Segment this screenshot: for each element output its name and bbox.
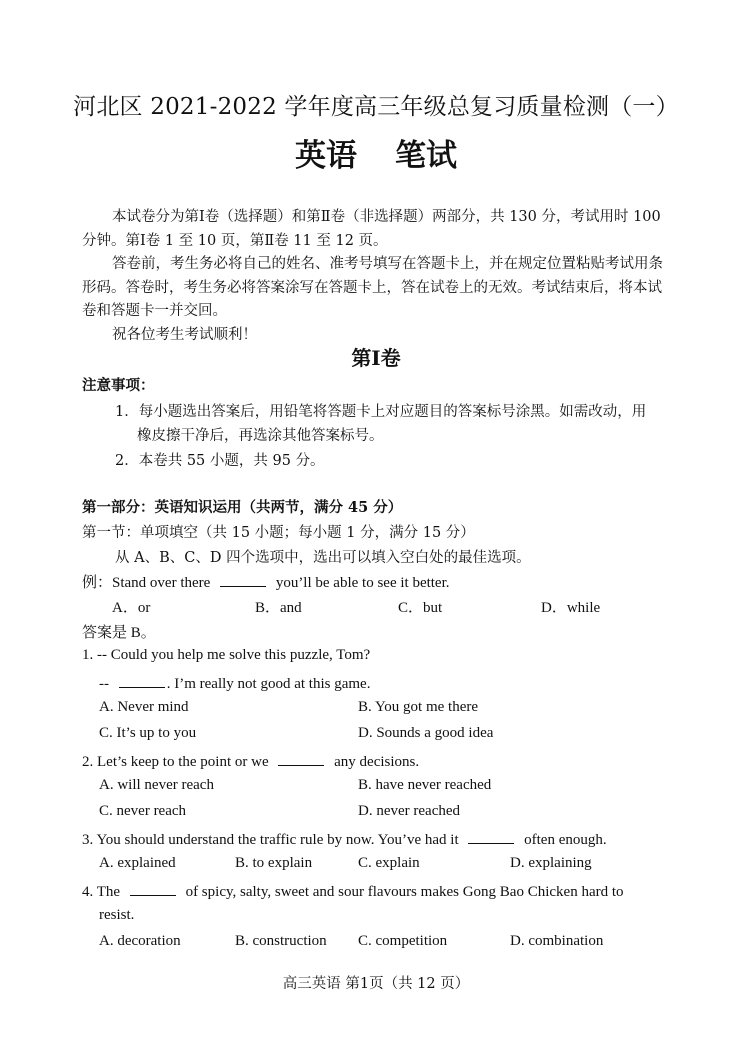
question-3-stem-suffix: often enough.: [524, 832, 607, 848]
exam-title: 河北区 2021-2022 学年度高三年级总复习质量检测（一）: [73, 94, 679, 120]
example-option-c: C．but: [398, 600, 443, 616]
example-option-d: D．while: [541, 600, 601, 616]
answer-blank: [119, 673, 165, 688]
subject-title: [0, 130, 752, 175]
example-stem: [82, 571, 450, 592]
question-4-option-d: D. combination: [510, 933, 604, 949]
answer-blank: [130, 881, 176, 896]
question-1-reply-prefix: --: [99, 676, 109, 692]
question-1-option-b: B. You got me there: [358, 699, 478, 715]
part1-heading: 第一部分：英语知识运用（共两节，满分 45 分）: [82, 499, 403, 516]
page-footer: 高三英语 第1页（共 12 页）: [282, 976, 470, 992]
section1-heading: 第一节：单项填空（共 15 小题；每小题 1 分，满分 15 分）: [82, 525, 475, 541]
question-3-option-d: D. explaining: [510, 855, 592, 871]
notes-item-1: 1．每小题选出答案后，用铅笔将答题卡上对应题目的答案标号涂黑。如需改动，用: [115, 404, 647, 420]
question-2-option-a: A. will never reach: [99, 777, 214, 793]
question-3-stem-prefix: 3. You should understand the traffic rule by now. You’ve had it: [82, 832, 459, 848]
answer-blank: [278, 751, 324, 766]
notes-item-1-cont: 橡皮擦干净后，再选涂其他答案标号。: [137, 428, 384, 444]
question-4-stem: [82, 881, 624, 901]
example-option-a: A．or: [112, 600, 151, 616]
question-2-option-b: B. have never reached: [358, 777, 492, 793]
question-3-stem: [82, 829, 607, 849]
question-1-option-c: C. It’s up to you: [99, 725, 197, 741]
question-1-reply: [99, 673, 370, 693]
question-1-reply-suffix: . I’m really not good at this game.: [166, 676, 371, 692]
question-1-option-a: A. Never mind: [99, 699, 189, 715]
intro-paragraph-1: 本试卷分为第Ⅰ卷（选择题）和第Ⅱ卷（非选择题）两部分，共 130 分，考试用时 100 分钟。第Ⅰ卷 1 至 10 页，第Ⅱ卷 11 至 12 页。: [82, 209, 661, 249]
paper-type: 笔试: [395, 138, 457, 174]
example-stem-prefix: 例：Stand over there: [82, 575, 211, 591]
question-4-option-b: B. construction: [235, 933, 327, 949]
question-2-stem: [82, 751, 419, 771]
question-4-stem-suffix: of spicy, salty, sweet and sour flavours makes Gong Bao Chicken hard to: [185, 884, 624, 900]
notes-heading: 注意事项：: [82, 377, 155, 394]
question-2-option-d: D. never reached: [358, 803, 461, 819]
intro-paragraph-3: 祝各位考生考试顺利！: [112, 327, 257, 343]
volume-title: 第Ⅰ卷: [351, 346, 401, 370]
question-2-option-c: C. never reach: [99, 803, 187, 819]
answer-blank: [220, 572, 266, 587]
question-4-option-a: A. decoration: [99, 933, 181, 949]
question-4-stem-prefix: 4. The: [82, 884, 121, 900]
example-answer: 答案是 B。: [82, 625, 156, 641]
subject-name: 英语: [295, 138, 357, 174]
question-2-stem-prefix: 2. Let’s keep to the point or we: [82, 754, 269, 770]
question-1-option-d: D. Sounds a good idea: [358, 725, 494, 741]
example-option-b: B．and: [255, 600, 302, 616]
question-3-option-a: A. explained: [99, 855, 176, 871]
notes-item-2: 2．本卷共 55 小题，共 95 分。: [115, 453, 325, 469]
question-2-stem-suffix: any decisions.: [334, 754, 420, 770]
example-stem-suffix: you’ll be able to see it better.: [275, 575, 450, 591]
question-3-option-c: C. explain: [358, 855, 420, 871]
question-4-option-c: C. competition: [358, 933, 448, 949]
question-1-stem: 1. -- Could you help me solve this puzzle, Tom?: [82, 647, 371, 663]
section1-instruction: 从 A、B、C、D 四个选项中，选出可以填入空白处的最佳选项。: [115, 550, 531, 566]
intro-paragraph-2: 答卷前，考生务必将自己的姓名、准考号填写在答题卡上，并在规定位置粘贴考试用条形码。答卷时，考生务必将答案涂写在答题卡上，答在试卷上的无效。考试结束后，将本试卷和答题卡一并交回。: [82, 256, 663, 319]
question-3-option-b: B. to explain: [235, 855, 313, 871]
question-4-stem-cont: resist.: [99, 907, 135, 923]
answer-blank: [468, 829, 514, 844]
